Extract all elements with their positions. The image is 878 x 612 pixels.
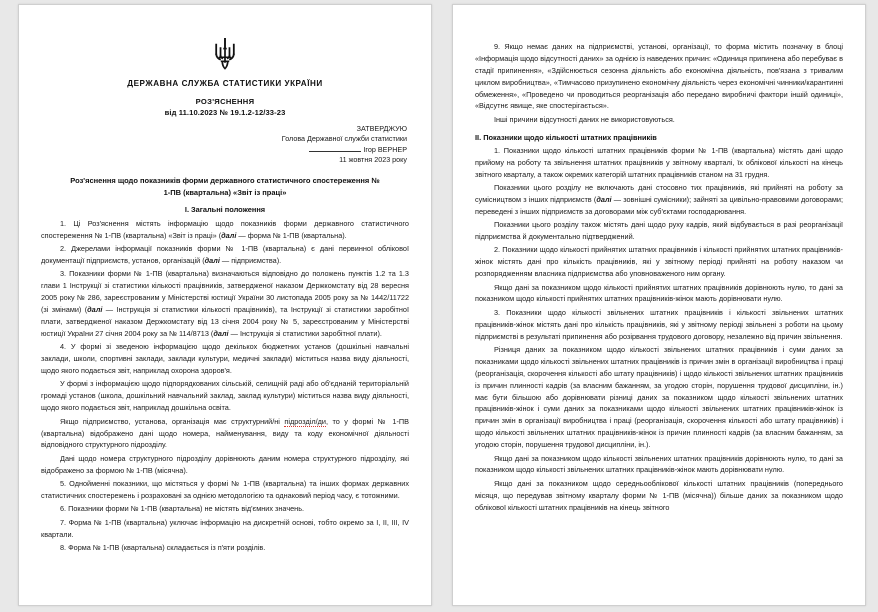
paragraph-text: 6. Показники форми № 1-ПВ (квартальна) не містять від'ємних значень. (60, 504, 305, 514)
page-1-body (41, 218, 409, 554)
signer-name: Ігор ВЕРНЕР (363, 144, 407, 154)
paragraph (475, 114, 843, 126)
approval-block (41, 124, 407, 166)
paragraph (475, 478, 843, 514)
page-2-body-top (475, 41, 843, 126)
paragraph (41, 503, 409, 515)
paragraph (475, 307, 843, 343)
abbreviation-marker: далі (87, 305, 103, 315)
paragraph (475, 219, 843, 243)
paragraph (475, 41, 843, 112)
paragraph-text: 9. Якщо немає даних на підприємстві, установі, організації, то форма містить позначку в блоці «Інформація щодо відсутності даних» за однією із наведених причин: «Одиниця припинена або перебуває в стадії припинення», «Здійснюється сезонна діяльність або економічна діяльність, пов'язана з тривалим циклом виробництва», «Тимчасово призупинено економічну діяльність через економічні чинники/карантинні обмеження», «Проведено чи проводиться реорганізація або передано виробничі фактори іншій одиниці», «Відсутнє явище, яке спостерігається». (475, 42, 843, 111)
paragraph-text: Різниця даних за показником щодо кількості звільнених штатних працівників і суми даних за показниками щодо кількості звільнених штатних працівників із причин змін в організації виробництва і праці (реорганізація, скорочення кількості або штату працівників) і щодо кількості звільнених штатних працівників із причин плинності кадрів (за власним бажанням, за угодою сторін, порушення трудової дисципліни, ін.) має бути більшою або дорівнювати різниці даних за показником щодо кількості звільнених штатних працівників-жінок і суми даних за показниками щодо кількості звільнених штатних працівників-жінок із причин змін в організації виробництва і праці (реорганізація, скорочення кількості або штату працівників) і щодо кількості звільнених штатних працівників-жінок із причин плинності кадрів (за власним бажанням, за угодою сторін, порушення трудової дисципліни, ін.). (475, 344, 843, 450)
paragraph-text: — підприємства). (219, 256, 282, 266)
signature-row (41, 144, 407, 155)
paragraph-text: Показники цього розділу не включають дані стосовно тих працівників, які прийняті на роботу за сумісництвом з інших підприємств ( (475, 182, 843, 204)
page-title-line-2: 1-ПВ (квартальна) «Звіт із праці» (163, 187, 287, 197)
approval-date: 11 жовтня 2023 року (339, 155, 407, 165)
paragraph-text: Якщо підприємство, установа, організація має структурний/ні (60, 416, 285, 426)
paragraph-text: 2. Джерелами інформації показників форми № 1-ПВ (квартальна) є дані первинної облікової документації підприємств, установ, організацій ( (41, 244, 409, 266)
page-title (43, 175, 407, 198)
abbreviation-marker: далі (204, 256, 220, 266)
paragraph-text: Дані щодо номера структурного підрозділу дорівнюють даним номера структурного підрозділу, які відображено за формою № 1-ПВ (місячна). (41, 453, 409, 475)
paragraph-text: 7. Форма № 1-ПВ (квартальна) уключає інформацію на дискретній основі, тобто окремо за I, II, III, IV квартали. (41, 517, 409, 539)
ukraine-trident-coat-of-arms-icon (212, 37, 238, 71)
spellcheck-error-text: підрозділ/ди (284, 416, 326, 426)
paragraph-text: 3. Показники форми № 1-ПВ (квартальна) визначаються відповідно до положень пунктів 1.2 та 1.3 глави 1 Інструкції зі статистики кількості працівників, затвердженої наказом Держкомстату від 28 вересня 2005 року № 286, зареєстрованим у Міністерстві юстиції України 30 листопада 2005 року за № 1442/11722 (зі змінами) ( (41, 269, 409, 315)
paragraph-text: У формі з інформацією щодо підпорядкованих сільській, селищній раді або об'єднаній територіальній громаді установ (школа, дошкільний навчальний заклад, заклад культури) міститься назва виду діяльності, щодо якого подається звіт, наприклад дошкільна освіта. (41, 379, 409, 413)
abbreviation-marker: далі (213, 328, 229, 338)
paragraph (41, 378, 409, 414)
paragraph-text: — Інструкція зі статистики заробітної плати). (228, 328, 382, 338)
page-title-line-1: Роз'яснення щодо показників форми державного статистичного спостереження № (70, 176, 380, 186)
paragraph-text: — Інструкція зі статистики кількості працівників), та Інструкції зі статистики заробітної плати, затвердженої наказом Держкомстату від 13 січня 2004 року № 5, зареєстрованим у Міністерстві юстиції України 27 січня 2004 року за № 114/8713 ( (41, 305, 409, 338)
paragraph (475, 182, 843, 218)
paragraph (41, 478, 409, 502)
emblem-wrapper (41, 37, 409, 71)
paragraph (41, 243, 409, 267)
paragraph-text: 2. Показники щодо кількості прийнятих штатних працівників і кількості прийнятих штатних працівників-жінок містять дані про кількість працівників, які у звітному періоді прийняті на роботу наказом чи розпорядженням власника підприємства або уповноваженого ним органу. (475, 245, 843, 279)
paragraph (475, 344, 843, 451)
paragraph (41, 453, 409, 477)
paragraph (41, 218, 409, 242)
paragraph (41, 416, 409, 452)
paragraph (41, 341, 409, 377)
abbreviation-marker: далі (221, 230, 237, 240)
paragraph (41, 542, 409, 554)
paragraph-text: 8. Форма № 1-ПВ (квартальна) складається із п'яти розділів. (60, 543, 266, 553)
paragraph-text: 4. У формі зі зведеною інформацією щодо декількох бюджетних установ (дошкільні навчальні заклади, школи, спортивні заклади, заклади культури, медичні заклади) міститься назва виду діяльності, щодо якого подається звіт, наприклад охорона здоров'я. (41, 342, 409, 376)
paragraph (475, 282, 843, 306)
section-heading-2: II. Показники щодо кількості штатних працівників (475, 132, 657, 142)
approval-label: ЗАТВЕРДЖУЮ (356, 123, 407, 133)
paragraph-text: — зовнішні сумісники); зайняті за цивільно-правовими договорами; переведені з інших підприємств за договорами між суб'єктами господарювання. (475, 194, 843, 216)
approval-position: Голова Державної служби статистики (281, 133, 407, 143)
paragraph-text: Якщо дані за показником щодо кількості звільнених штатних працівників дорівнюють нулю, то дані за показником щодо кількості звільнених штатних працівників-жінок мають дорівнювати нулю. (475, 453, 843, 475)
paragraph-text: Якщо дані за показником щодо кількості прийнятих штатних працівників дорівнюють нулю, то дані за показником щодо кількості прийнятих штатних працівників-жінок мають дорівнювати нулю. (475, 282, 843, 304)
paragraph-text: , то у формі № 1-ПВ (квартальна) відображено дані щодо номера, найменування, виду та коду економічної діяльності відповідного структурного підрозділу. (41, 416, 409, 450)
paragraph (41, 517, 409, 541)
paragraph-text: Якщо дані за показником щодо середньооблікової кількості штатних працівників (попереднього місяця, що передував звітному кварталу форми № 1-ПВ (місячна)) більше даних за показником щодо облікової кількості штатних працівників на кінець звітного (475, 478, 843, 512)
paragraph (475, 145, 843, 181)
document-kind: РОЗ'ЯСНЕННЯ (195, 97, 255, 106)
signature-line (309, 144, 361, 152)
paragraph-text: — форма № 1-ПВ (квартальна). (236, 230, 347, 240)
paragraph-text: 3. Показники щодо кількості звільнених штатних працівників і кількості звільнених штатних працівників-жінок містять дані про кількість працівників, які у звітному періоді звільнені з роботи на цьому підприємстві в результаті припинення або розірвання трудового договору, незалежно від причин звільнення. (475, 307, 843, 341)
document-number: від 11.10.2023 № 19.1.2-12/33-23 (164, 107, 286, 117)
paragraph-text: Інші причини відсутності даних не використовуються. (494, 114, 675, 124)
document-page-2 (452, 4, 866, 606)
abbreviation-marker: далі (596, 194, 612, 204)
section-heading-1: I. Загальні положення (184, 204, 266, 214)
document-page-1 (18, 4, 432, 606)
paragraph-text: Показники цього розділу також містять дані щодо руху кадрів, який відбувається в разі реорганізації підприємства й документально підтверджений. (475, 220, 843, 241)
paragraph (475, 453, 843, 477)
page-2-body (475, 145, 843, 514)
paragraph-text: 1. Показники щодо кількості штатних працівників форми № 1-ПВ (квартальна) містять дані щодо прийому на роботу та звільнення штатних працівників у звітному кварталі, їх облікової кількості на кінець звітного кварталу, а також окремих категорій штатних працівників станом на 31 грудня. (475, 145, 843, 179)
paragraph-text: 5. Однойменні показники, що містяться у формі № 1-ПВ (квартальна) та інших формах державних статистичних спостережень і розраховані за однією методологією та однаковий період часу, є тотожними. (41, 479, 409, 500)
organization-name: ДЕРЖАВНА СЛУЖБА СТАТИСТИКИ УКРАЇНИ (127, 79, 323, 88)
paragraph-text: 1. Ці Роз'яснення містять інформацію щодо показників форми державного статистичного спостереження № 1-ПВ (квартальна) «Звіт із праці» ( (41, 218, 409, 240)
paragraph (475, 244, 843, 280)
paragraph (41, 268, 409, 339)
